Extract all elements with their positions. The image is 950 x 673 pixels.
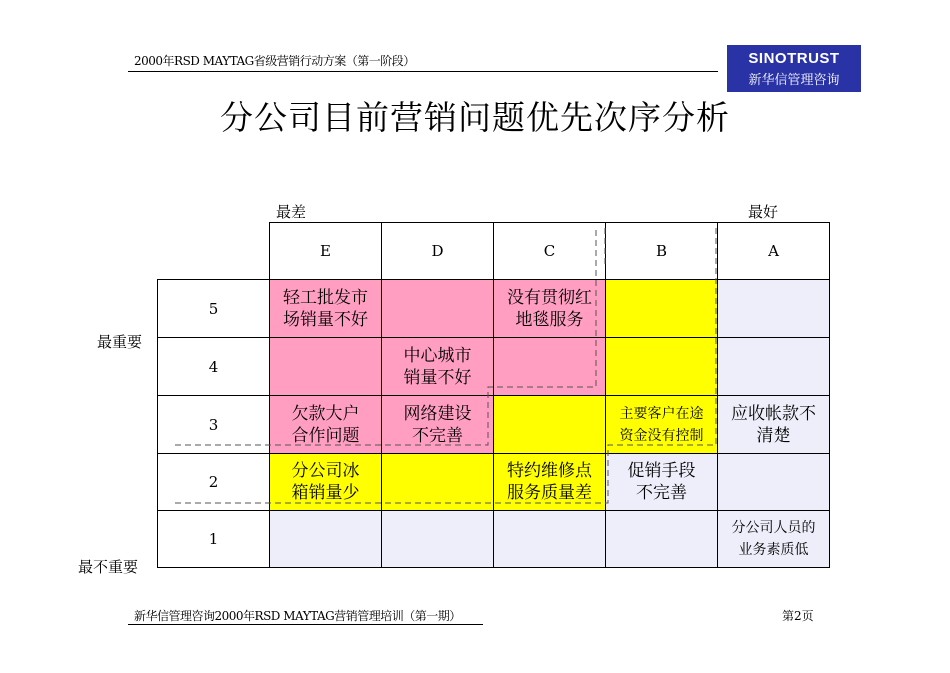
- matrix-cell-text: 应收帐款不 清楚: [731, 403, 816, 446]
- matrix-cell-r4-c: [493, 337, 606, 396]
- column-header-c: C: [493, 222, 606, 280]
- matrix-cell-r2-b: [605, 453, 718, 511]
- matrix-cell-text: 欠款大户 合作问题: [291, 403, 360, 446]
- footer-text: 新华信管理咨询2000年RSD MAYTAG营销管理培训（第一期）: [134, 609, 461, 623]
- column-header-e: E: [269, 222, 382, 280]
- axis-best-label: 最好: [748, 203, 779, 221]
- matrix-cell-r4-e: [269, 337, 382, 396]
- column-header-d: D: [381, 222, 494, 280]
- matrix-cell-r3-e: [269, 395, 382, 454]
- page-number: 第2页: [782, 609, 814, 623]
- matrix-cell-text: 轻工批发市 场销量不好: [283, 287, 368, 330]
- sinotrust-logo: [727, 45, 861, 92]
- matrix-cell-r1-b: [605, 510, 718, 568]
- row-header-5: 5: [157, 279, 270, 338]
- row-header-3: 3: [157, 395, 270, 454]
- axis-least-important-label: 最不重要: [78, 558, 139, 576]
- axis-worst-label: 最差: [276, 203, 307, 221]
- matrix-cell-r5-a: [717, 279, 830, 338]
- matrix-cell-r5-d: [381, 279, 494, 338]
- matrix-cell-r2-e: [269, 453, 382, 511]
- header-text: 2000年RSD MAYTAG省级营销行动方案（第一阶段）: [134, 54, 415, 68]
- row-header-1: 1: [157, 510, 270, 568]
- matrix-cell-text: 特约维修点 服务质量差: [507, 461, 592, 503]
- matrix-cell-text: 分公司冰 箱销量少: [291, 461, 360, 503]
- matrix-cell-r2-c: [493, 453, 606, 511]
- matrix-cell-r1-a: [717, 510, 830, 568]
- matrix-cell-text: 促销手段 不完善: [627, 461, 696, 503]
- matrix-cell-text: 主要客户在途 资金没有控制: [619, 405, 704, 444]
- matrix-cell-r5-e: [269, 279, 382, 338]
- footer-divider: [128, 624, 483, 625]
- matrix-cell-text: 中心城市 销量不好: [403, 345, 472, 388]
- row-header-2: 2: [157, 453, 270, 511]
- header-divider: [128, 71, 718, 72]
- matrix-cell-r5-b: [605, 279, 718, 338]
- matrix-cell-r3-c: [493, 395, 606, 454]
- matrix-cell-text: 没有贯彻红 地毯服务: [507, 287, 592, 330]
- matrix-cell-r4-a: [717, 337, 830, 396]
- logo-line1: SINOTRUST: [748, 50, 840, 67]
- matrix-cell-r2-a: [717, 453, 830, 511]
- matrix-cell-text: 分公司人员的 业务素质低: [731, 520, 816, 558]
- column-header-a: A: [717, 222, 830, 280]
- matrix-cell-r5-c: [493, 279, 606, 338]
- matrix-cell-text: 网络建设 不完善: [403, 403, 472, 446]
- matrix-cell-r2-d: [381, 453, 494, 511]
- page-title: 分公司目前营销问题优先次序分析: [220, 98, 730, 137]
- matrix-cell-r1-d: [381, 510, 494, 568]
- matrix-cell-r1-e: [269, 510, 382, 568]
- matrix-cell-r4-b: [605, 337, 718, 396]
- logo-line2: 新华信管理咨询: [748, 73, 840, 88]
- row-header-4: 4: [157, 337, 270, 396]
- matrix-cell-r3-a: [717, 395, 830, 454]
- matrix-cell-r1-c: [493, 510, 606, 568]
- column-header-b: B: [605, 222, 718, 280]
- axis-most-important-label: 最重要: [97, 333, 143, 351]
- matrix-cell-r3-d: [381, 395, 494, 454]
- matrix-cell-r3-b: [605, 395, 718, 454]
- matrix-cell-r4-d: [381, 337, 494, 396]
